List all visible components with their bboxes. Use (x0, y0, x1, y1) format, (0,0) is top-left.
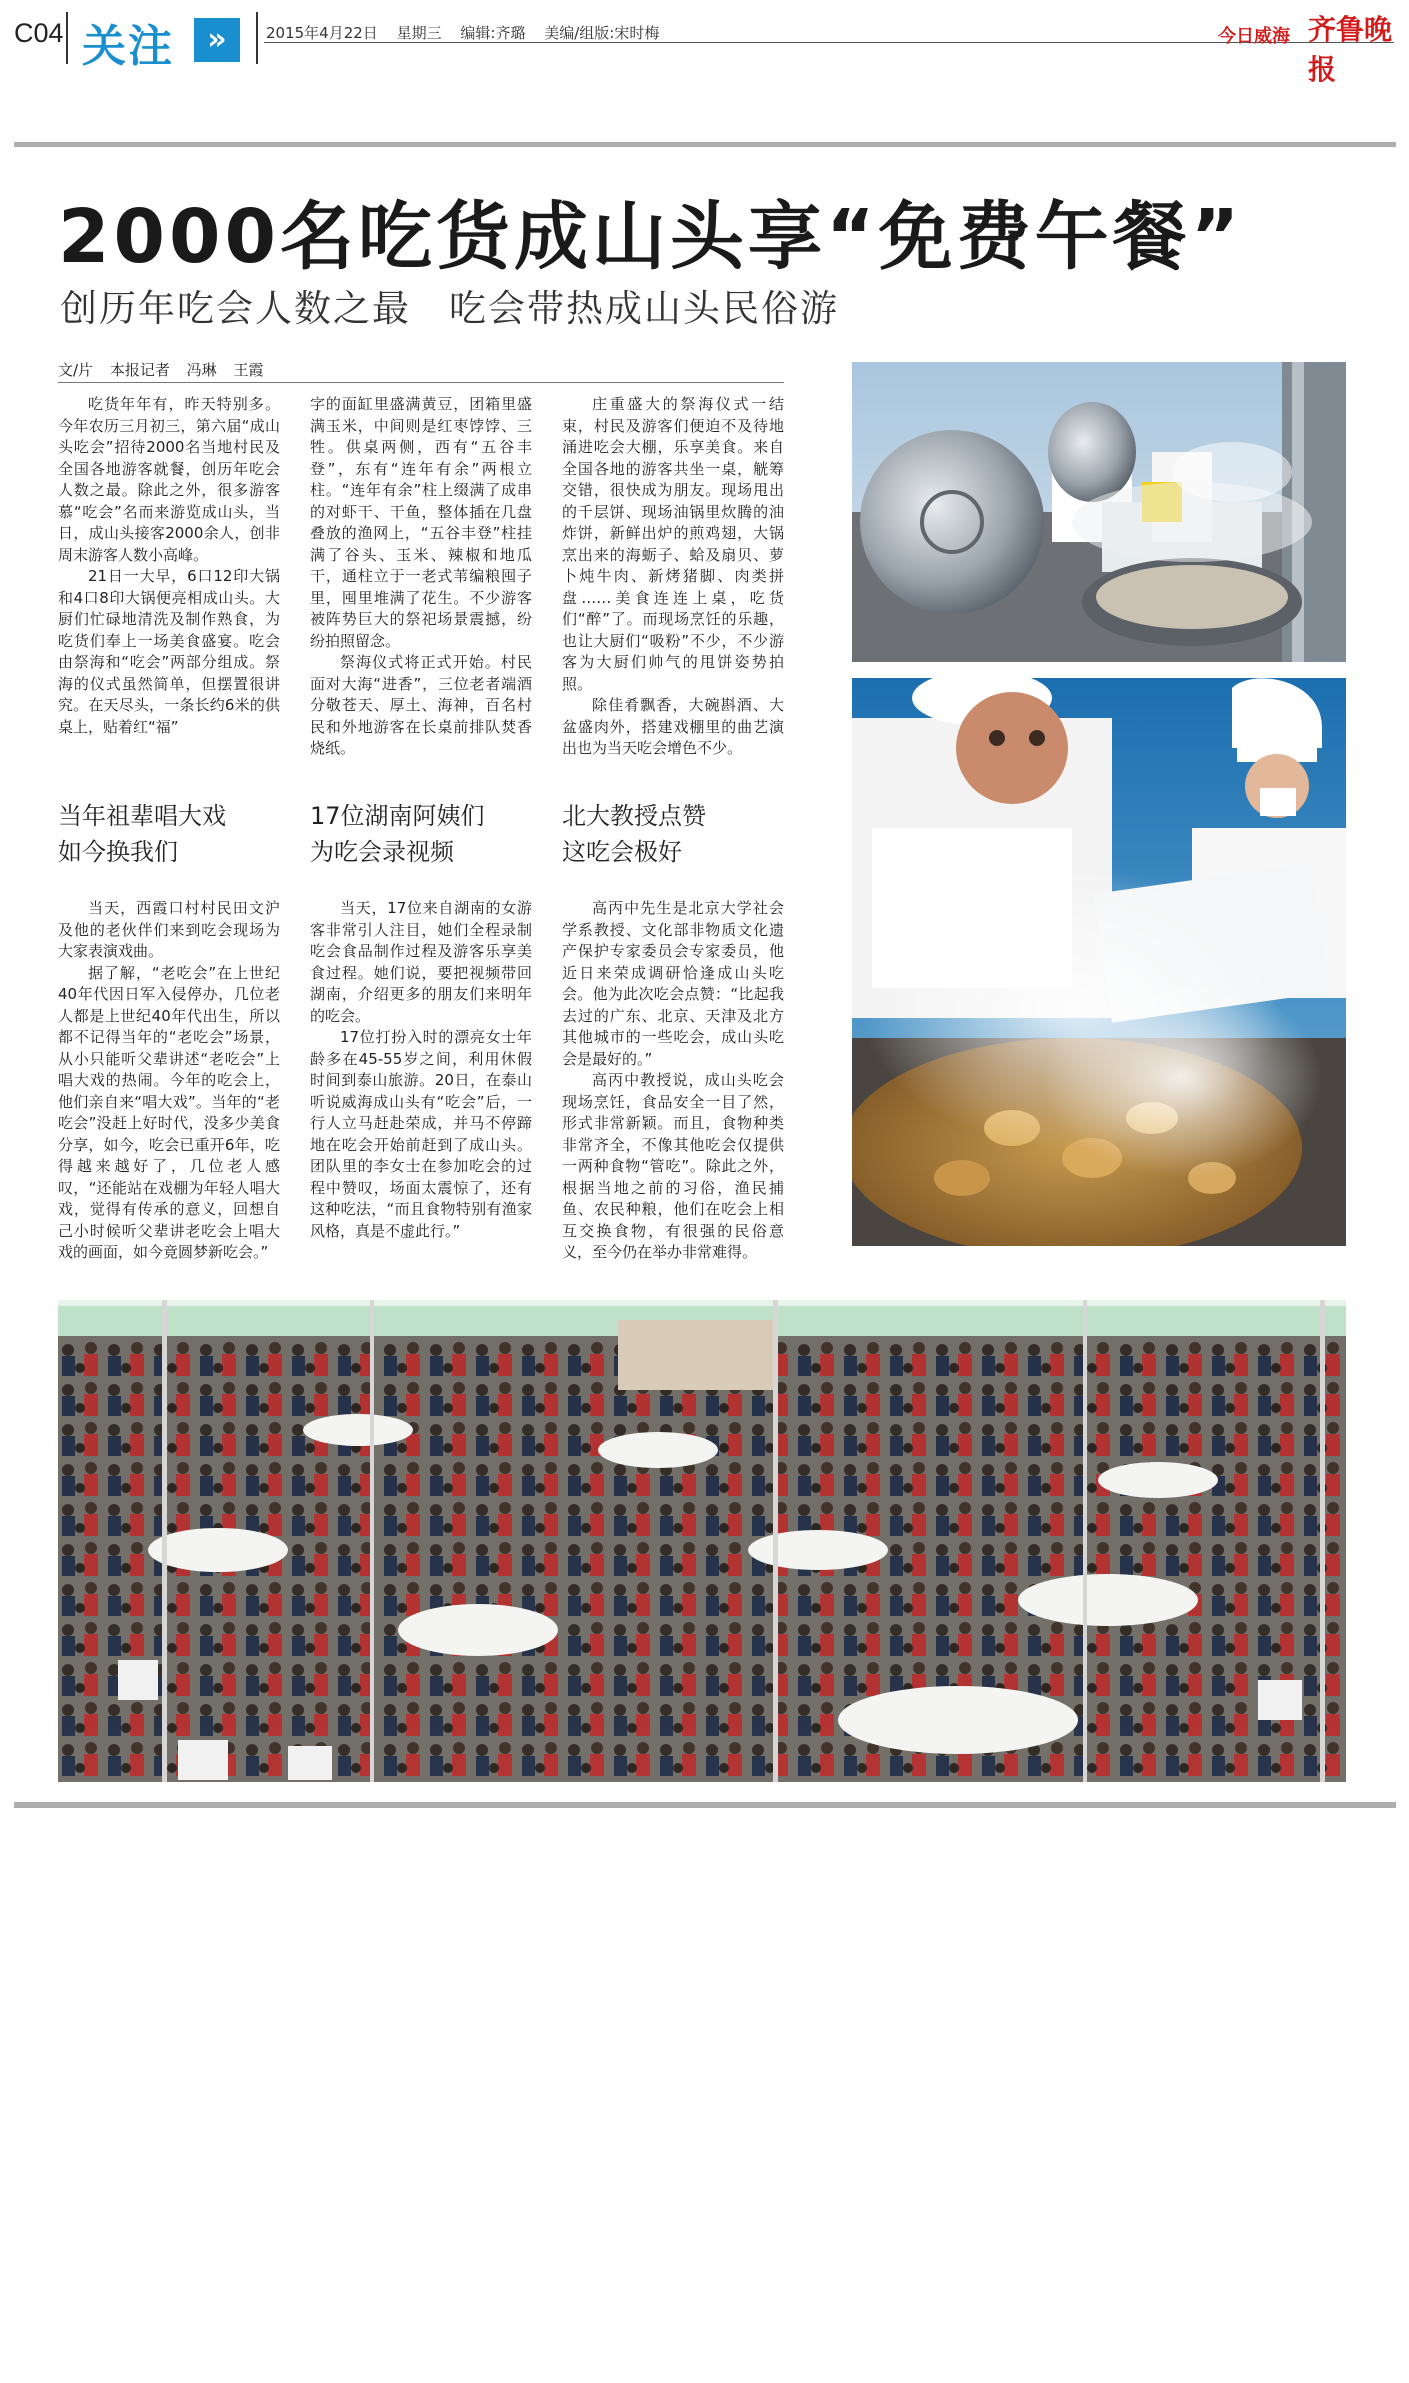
paragraph: 据了解，“老吃会”在上世纪40年代因日军入侵停办，几位老人都是上世纪40年代出生，所以都不记得当年的“老吃会”场景，从小只能听父辈讲述“老吃会”上唱大戏的热闹。今年的吃会上，他们亲自来“唱大戏”。当年的“老吃会”没赶上好时代，没多少美食分享，如今，吃会已重开6年，吃得越来越好了，几位老人感叹，“还能站在戏棚为年轻人唱大戏，觉得有传承的意义，回想自己小时候听父辈讲老吃会上唱大戏的画面，如今竟圆梦新吃会。” (58, 963, 280, 1261)
byline (58, 359, 275, 380)
story-body-3 (562, 898, 784, 1264)
section-arrow-icon: » (194, 18, 240, 62)
paragraph: 当天，17位来自湖南的女游客非常引人注目，她们全程录制吃会食品制作过程及游客乐享美食过程。她们说，要把视频带回湖南，介绍更多的朋友们来明年的吃会。 (310, 899, 532, 1025)
story-title-1 (58, 798, 298, 870)
story-title-line: 北大教授点赞 (562, 802, 706, 830)
headline: 2000名吃货成山头享“免费午餐” (58, 194, 1244, 280)
lead-column-2 (310, 394, 532, 760)
paragraph: 当天，西霞口村村民田文沪及他的老伙伴们来到吃会现场为大家表演戏曲。 (58, 899, 280, 960)
top-separator (14, 142, 1396, 147)
story-title-3 (562, 798, 802, 870)
subheadline-part-b: 吃会带热成山头民俗游 (449, 287, 839, 330)
story-title-line: 如今换我们 (58, 838, 178, 866)
paragraph: 除佳肴飘香，大碗斟酒、大盆盛肉外，搭建戏棚里的曲艺演出也为当天吃会增色不少。 (562, 696, 784, 757)
photo-crowd-dining (58, 1300, 1346, 1782)
byline-rule (58, 382, 784, 383)
paragraph: 高丙中先生是北京大学社会学系教授、文化部非物质文化遗产保护专家委员会专家委员，他近日来荣成调研恰逢成山头吃会。他为此次吃会点赞：“比起我去过的广东、北京、天津及北方其他城市的一些吃会，成山头吃会是最好的。” (562, 899, 784, 1068)
subheadline-part-a: 创历年吃会人数之最 (60, 287, 411, 330)
edition-editor: 编辑:齐璐 (460, 24, 526, 42)
story-body-2 (310, 898, 532, 1242)
subheadline (60, 278, 839, 332)
lead-column-3 (562, 394, 784, 760)
story-body-1 (58, 898, 280, 1264)
newspaper-logo: 齐鲁晚报 (1308, 13, 1393, 86)
section-title: 关注 (82, 21, 174, 72)
edition-designer: 美编/组版:宋时梅 (544, 24, 660, 42)
edition-meta (266, 22, 673, 43)
edition-weekday: 星期三 (396, 24, 442, 42)
photo-chef-steam (852, 678, 1346, 1246)
story-title-2 (310, 798, 550, 870)
byline-role: 本报记者 (109, 361, 170, 379)
paragraph: 字的面缸里盛满黄豆，团箱里盛满玉米，中间则是红枣饽饽、三牲。供桌两侧，西有“五谷丰登”，东有“连年有余”两根立柱。“连年有余”柱上缀满了成串的对虾干、干鱼，整体插在几盘叠放的渔网上，“五谷丰登”柱挂满了谷头、玉米、辣椒和地瓜干，通柱立于一老式苇编粮囤子里，囤里堆满了花生。不少游客被阵势巨大的祭祀场景震撼，纷纷拍照留念。 (310, 395, 532, 650)
sub-brand: 今日威海 (1218, 26, 1290, 47)
header-divider-2 (256, 12, 258, 64)
byline-author: 王霞 (233, 361, 264, 379)
paragraph: 吃货年年有，昨天特别多。今年农历三月初三，第六届“成山头吃会”招待2000名当地村民及全国各地游客就餐，创历年吃会人数之最。除此之外，很多游客慕“吃会”名而来游览成山头，当日，成山头接客2000余人，创非周末游客人数小高峰。 (58, 395, 280, 564)
photo-chefs-pots (852, 362, 1346, 662)
page-number: C04 (14, 18, 64, 48)
lead-column-1 (58, 394, 280, 738)
edition-date: 2015年4月22日 (266, 24, 378, 42)
story-title-line: 这吃会极好 (562, 838, 682, 866)
story-title-line: 17位湖南阿姨们 (310, 802, 485, 830)
header-divider (66, 12, 68, 64)
paragraph: 祭海仪式将正式开始。村民面对大海“进香”，三位老者端酒分敬苍天、厚土、海神，百名村民和外地游客在长桌前排队焚香烧纸。 (310, 653, 532, 757)
story-title-line: 为吃会录视频 (310, 838, 454, 866)
bottom-separator (14, 1802, 1396, 1808)
story-title-line: 当年祖辈唱大戏 (58, 802, 226, 830)
paragraph: 21日一大早，6口12印大锅和4口8印大锅便亮相成山头。大厨们忙碌地清洗及制作熟食，为吃货们奉上一场美食盛宴。吃会由祭海和“吃会”两部分组成。祭海的仪式虽然简单，但摆置很讲究。在天尽头，一条长约6米的供桌上，贴着红“福” (58, 567, 280, 736)
byline-prefix: 文/片 (58, 361, 94, 379)
paragraph: 高丙中教授说，成山头吃会现场烹饪，食品安全一目了然，形式非常新颖。而且，食物种类非常齐全，不像其他吃会仅提供一两种食物“管吃”。除此之外，根据当地之前的习俗，渔民捕鱼、农民种粮，他们在吃会上相互交换食物，有很强的民俗意义，至今仍在举办非常难得。 (562, 1071, 784, 1261)
paragraph: 庄重盛大的祭海仪式一结束，村民及游客们便迫不及待地涌进吃会大棚，乐享美食。来自全国各地的游客共坐一桌，觥筹交错，很快成为朋友。现场甩出的千层饼、现场油锅里炊腾的油炸饼，新鲜出炉的煎鸡翅，大锅烹出来的海蛎子、蛤及扇贝、萝卜炖牛肉、新烤猪脚、肉类拼盘……美食连连上桌，吃货们“醉”了。而现场烹饪的乐趣，也让大厨们“吸粉”不少，不少游客为大厨们帅气的甩饼姿势拍照。 (562, 395, 784, 693)
byline-author: 冯琳 (186, 361, 217, 379)
paragraph: 17位打扮入时的漂亮女士年龄多在45-55岁之间，利用休假时间到泰山旅游。20日，在泰山听说威海成山头有“吃会”后，一行人立马赶赴荣成，并马不停蹄地在吃会开始前赶到了成山头。团队里的李女士在参加吃会的过程中赞叹，场面太震惊了，还有这种吃法，“而且食物特别有渔家风格，真是不虚此行。” (310, 1028, 532, 1240)
